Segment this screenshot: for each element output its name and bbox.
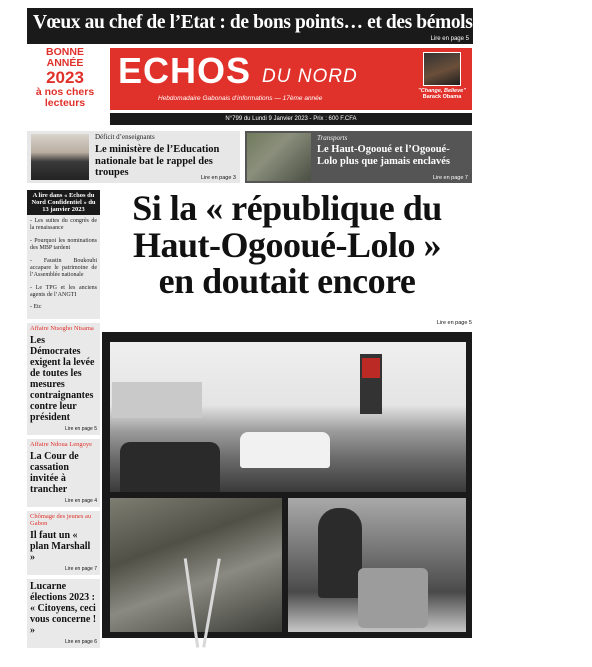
fuel-station-queue-photo: [110, 342, 466, 492]
list-item[interactable]: - Pourquoi les nominations des MBP tardent: [30, 238, 97, 252]
obama-quote-box: [418, 52, 466, 106]
greeting-year: 2023: [46, 68, 84, 88]
main-headline-line-1: Si la « république du: [132, 188, 442, 228]
list-item[interactable]: - Le TPG et les anciens agents de l’ANGTI: [30, 284, 97, 298]
list-item: - Etc: [30, 304, 42, 311]
affair-box-lucarne[interactable]: [27, 579, 100, 648]
logo-du-nord: DU NORD: [262, 66, 358, 87]
teaser-education-photo: [31, 134, 89, 180]
affair-see-page: Lire en page 6: [65, 639, 97, 646]
affair-see-page: Lire en page 7: [65, 566, 97, 573]
railway-landslide-photo: [110, 498, 282, 632]
main-story-see-page: Lire en page 5: [436, 320, 472, 326]
obama-portrait: [423, 52, 461, 86]
fuel-drums-photo: [288, 498, 466, 632]
car-shape: [240, 432, 330, 468]
confidentiel-header: A lire dans « Echos du Nord Confidentiel » du 13 janvier 2023: [27, 190, 100, 215]
photo-frame: [102, 332, 472, 638]
teaser-education-title[interactable]: Le ministère de l’Education nationale bat le rappel des troupes: [95, 144, 220, 179]
logo-echos: ECHOS: [118, 50, 252, 91]
rail-shape: [184, 558, 199, 648]
teaser-education-kicker: Déficit d’enseignants: [95, 133, 155, 141]
teaser-transports-kicker: Transports: [317, 134, 348, 142]
main-headline-line-3: en doutait encore: [158, 261, 416, 302]
building-shape: [112, 382, 202, 418]
greeting-line-3b: lecteurs: [44, 96, 86, 109]
issue-info-bar: N°799 du Lundi 9 Janvier 2023 - Prix : 600 F.CFA: [110, 113, 472, 125]
affair-kicker: Affaire Ndoua Lengoye: [30, 441, 92, 449]
top-headline-see-page: Lire en page 5: [430, 36, 469, 42]
obama-quote: "Change, Believe": [418, 88, 466, 94]
affair-box-cassation[interactable]: [27, 439, 100, 507]
affair-kicker: Affaire Ntsogho Ntsama: [30, 325, 94, 333]
teaser-transports-title[interactable]: Le Haut-Ogooué et l’Ogooué-Lolo plus que jamais enclavés: [317, 144, 451, 168]
masthead-tagline: Hebdomadaire Gabonais d’informations — 17ème année: [158, 95, 323, 102]
affair-title[interactable]: Il faut un « plan Marshall »: [30, 530, 91, 564]
affair-title[interactable]: Lucarne élections 2023 : « Citoyens, ceci vous concerne ! »: [30, 581, 97, 637]
main-headline[interactable]: [102, 190, 472, 300]
list-item[interactable]: - Faustin Boukoubi accapare le patrimoine de l’Assemblée nationale: [30, 257, 97, 278]
main-headline-line-2: Haut-Ogooué-Lolo »: [132, 224, 441, 265]
teaser-education-see-page: Lire en page 3: [200, 175, 236, 181]
greeting-line-3a: à nos chers: [35, 85, 95, 98]
confidentiel-box: [27, 190, 100, 319]
affair-see-page: Lire en page 5: [65, 426, 97, 433]
confidentiel-list: [27, 215, 100, 319]
greeting-line-1: BONNE ANNÉE: [46, 46, 84, 70]
rail-shape: [202, 558, 221, 647]
affair-see-page: Lire en page 4: [65, 498, 97, 505]
obama-name: Barack Obama: [422, 94, 462, 100]
list-item[interactable]: - Les suites du congrès de la renaissance: [30, 218, 97, 232]
affair-box-chomage[interactable]: [27, 511, 100, 575]
top-banner: [27, 8, 592, 44]
car-shape: [120, 442, 220, 492]
teaser-transports-photo: [247, 133, 311, 181]
affair-kicker: Chômage des jeunes au Gabon: [30, 513, 92, 528]
person-shape: [318, 508, 362, 598]
teaser-transports[interactable]: [245, 131, 472, 183]
teaser-transports-see-page: Lire en page 7: [432, 175, 468, 181]
sidebar: [27, 190, 100, 652]
affair-title[interactable]: La Cour de cassation invitée à trancher: [30, 451, 79, 496]
affair-title[interactable]: Les Démocrates exigent la levée de toutes les mesures contraignantes contre leur président: [30, 335, 95, 424]
teaser-education[interactable]: [27, 131, 240, 183]
masthead: [110, 48, 472, 110]
top-headline[interactable]: Vœux au chef de l’Etat : de bons points… et des bémols indispensables: [33, 12, 592, 33]
new-year-greeting: [27, 47, 103, 111]
barrel-shape: [358, 568, 428, 628]
station-price-sign: [362, 358, 380, 378]
affair-box-democrates[interactable]: [27, 323, 100, 435]
